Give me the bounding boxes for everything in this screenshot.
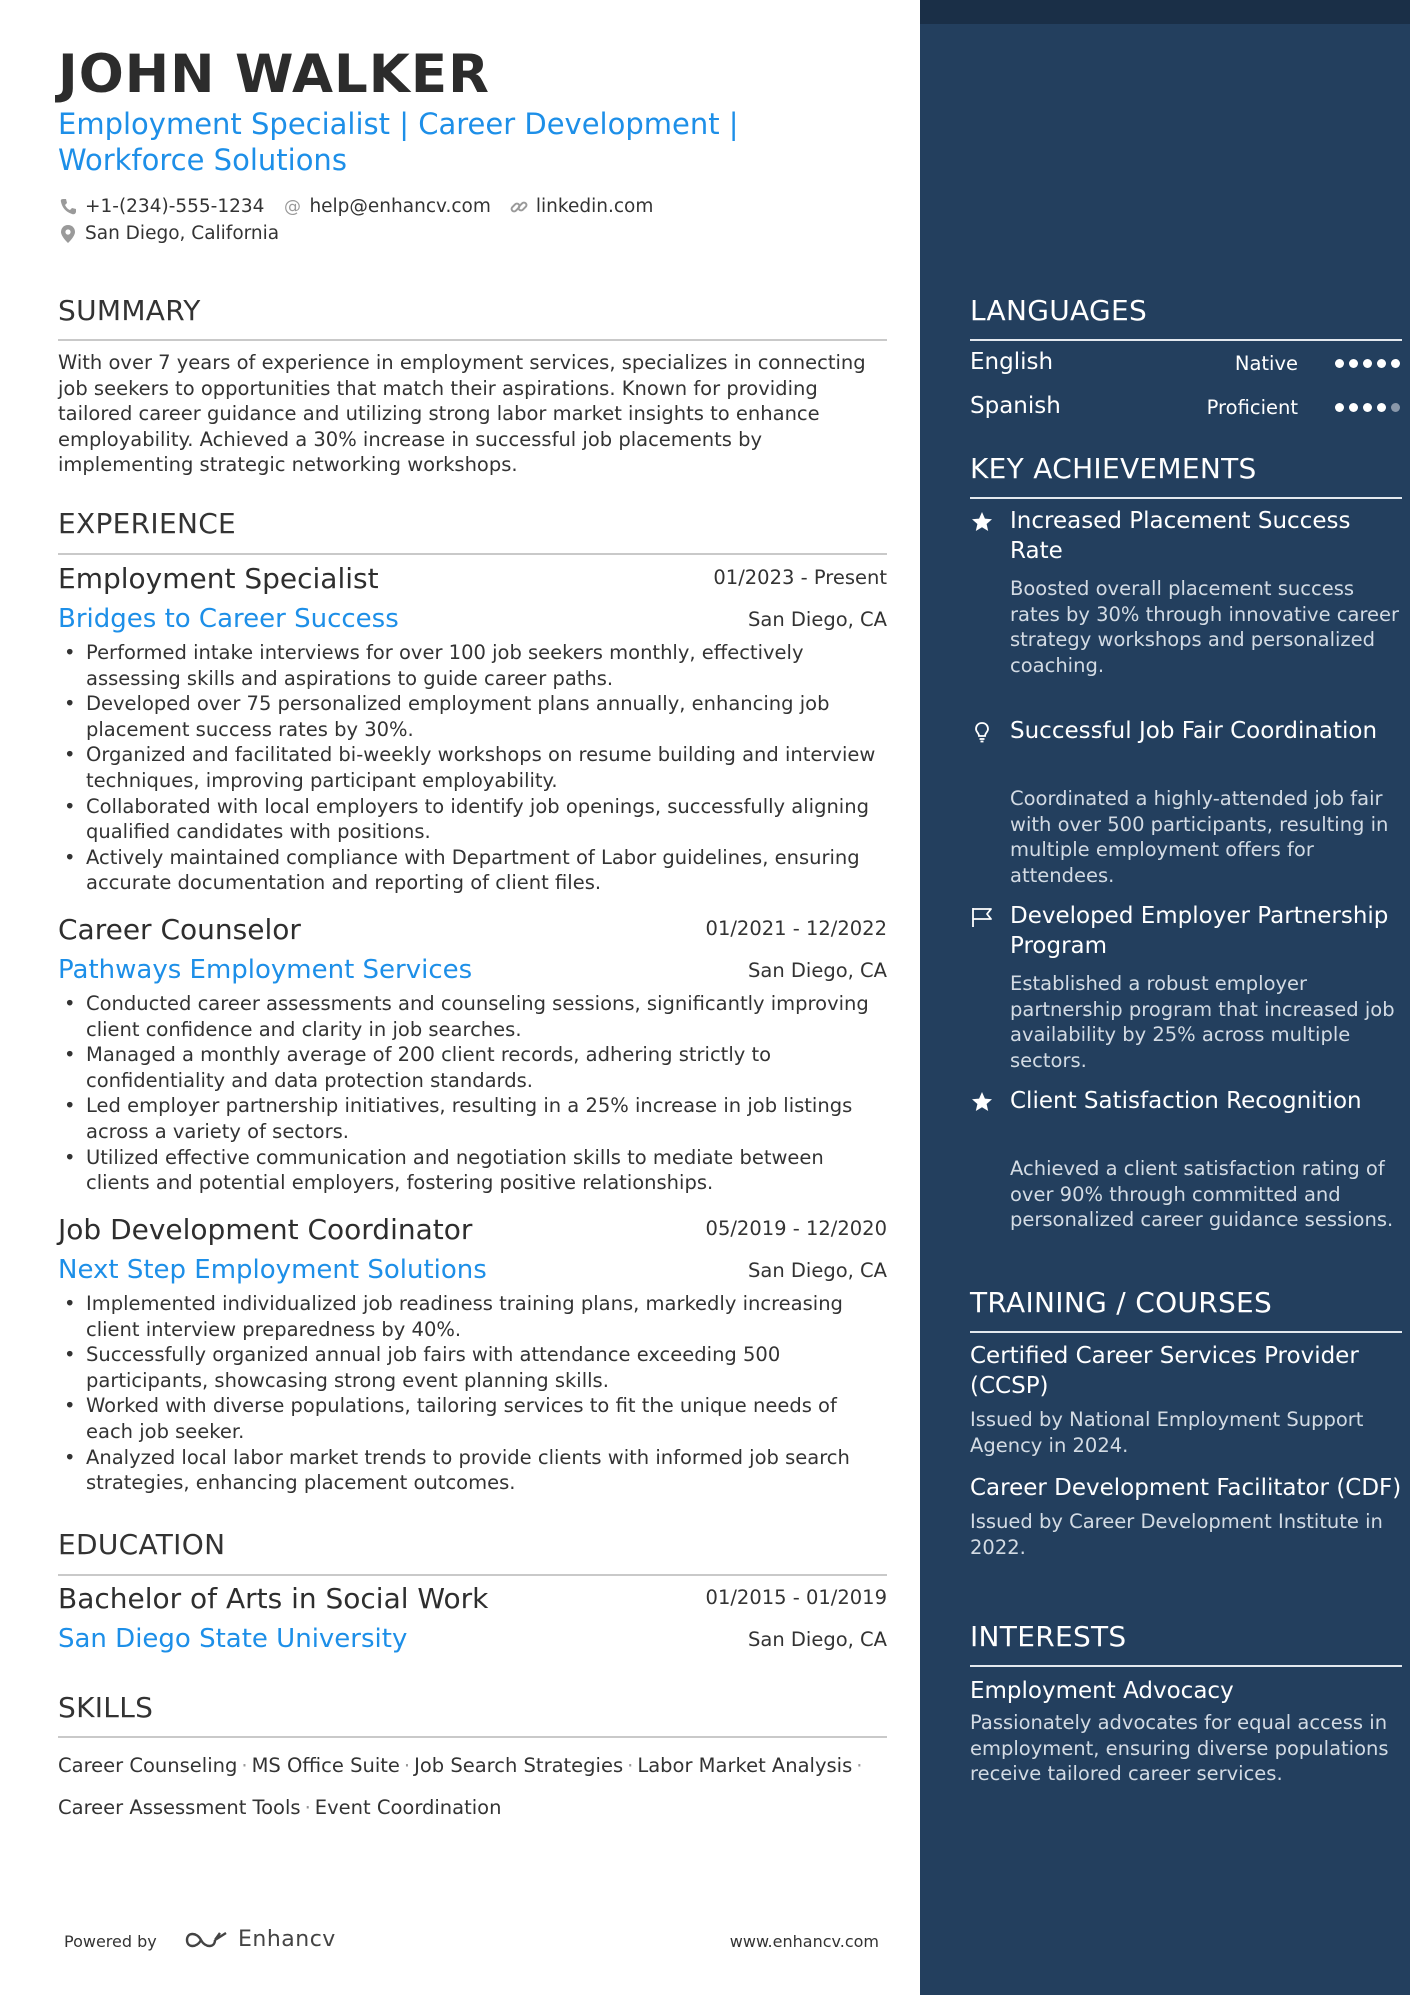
dot-filled [1335, 403, 1344, 412]
list-item: • Performed intake interviews for over 100 job seekers monthly, effectively assessing skills and aspirations to guide career paths. [58, 640, 887, 691]
achievement-item [970, 506, 1402, 706]
course-item [970, 1473, 1402, 1560]
star-icon [970, 1090, 994, 1114]
sidebar-top-bar [920, 0, 1410, 24]
contact-info [58, 193, 671, 247]
achievement-item [970, 1086, 1402, 1266]
interests-heading: INTERESTS [970, 1620, 1127, 1653]
list-item: • Successfully organized annual job fairs with attendance exceeding 500 participants, showcasing strong event planning skills. [58, 1342, 887, 1393]
linkedin[interactable] [509, 196, 653, 217]
enhancv-logo-icon [184, 1929, 230, 1951]
job-dates: 05/2019 - 12/2020 [705, 1217, 887, 1240]
skill-separator: · [627, 1754, 634, 1777]
achievements-divider [970, 497, 1402, 499]
skill-separator: · [241, 1754, 248, 1777]
languages-divider [970, 339, 1402, 341]
job-location: San Diego, CA [748, 1259, 887, 1282]
course-description: Issued by National Employment Support Agency in 2024. [970, 1408, 1364, 1457]
language-item [970, 393, 1402, 425]
list-item: • Developed over 75 personalized employment plans annually, enhancing job placement success rates by 30%. [58, 691, 887, 742]
skill-item: Job Search Strategies [414, 1754, 624, 1777]
phone-text: +1-(234)-555-1234 [85, 196, 265, 217]
dot-filled [1335, 359, 1344, 368]
experience-entry [58, 562, 887, 902]
skills-heading: SKILLS [58, 1691, 154, 1724]
enhancv-logo[interactable] [184, 1927, 336, 1952]
experience-divider [58, 553, 887, 555]
at-icon: @ [283, 196, 301, 217]
company-name: Next Step Employment Solutions [58, 1255, 487, 1285]
course-description: Issued by Career Development Institute in 2022. [970, 1510, 1383, 1559]
degree: Bachelor of Arts in Social Work [58, 1582, 489, 1615]
company-name: Pathways Employment Services [58, 955, 473, 985]
skills-divider [58, 1736, 887, 1738]
dot-filled [1363, 359, 1372, 368]
list-item: • Utilized effective communication and negotiation skills to mediate between clients and potential employers, fostering positive relationships. [58, 1145, 887, 1196]
list-item: • Organized and facilitated bi-weekly workshops on resume building and interview techniques, improving participant employability. [58, 742, 887, 793]
dot-filled [1349, 403, 1358, 412]
experience-entry [58, 1213, 887, 1503]
course-title: Certified Career Services Provider (CCSP) [970, 1343, 1359, 1399]
interest-title: Employment Advocacy [970, 1678, 1234, 1704]
interest-item [970, 1676, 1402, 1787]
dot-empty [1391, 403, 1400, 412]
location [58, 223, 279, 244]
achievement-title: Successful Job Fair Coordination [1010, 718, 1378, 744]
dot-filled [1377, 403, 1386, 412]
list-item: • Implemented individualized job readiness training plans, markedly increasing client interview preparedness by 40%. [58, 1291, 887, 1342]
skill-item: Labor Market Analysis [637, 1754, 853, 1777]
achievement-title: Increased Placement Success Rate [1010, 508, 1351, 564]
skills-list [58, 1745, 898, 1829]
brand-name: Enhancv [238, 1927, 336, 1952]
footer-url[interactable]: www.enhancv.com [729, 1932, 879, 1951]
email-text: help@enhancv.com [309, 196, 491, 217]
candidate-name: JOHN WALKER [58, 44, 490, 105]
list-item: • Managed a monthly average of 200 client records, adhering strictly to confidentiality and data protection standards. [58, 1042, 887, 1093]
summary-divider [58, 339, 887, 341]
location-pin-icon [58, 224, 78, 244]
job-bullets [58, 1291, 887, 1496]
job-location: San Diego, CA [748, 959, 887, 982]
skill-separator: · [856, 1754, 863, 1777]
achievement-title: Developed Employer Partnership Program [1010, 903, 1389, 959]
training-divider [970, 1331, 1402, 1333]
list-item: • Led employer partnership initiatives, resulting in a 25% increase in job listings across a variety of sectors. [58, 1093, 887, 1144]
phone-icon [58, 197, 78, 217]
course-item [970, 1341, 1402, 1458]
location-text: San Diego, California [85, 223, 280, 244]
star-icon [970, 510, 994, 534]
dot-filled [1391, 359, 1400, 368]
phone[interactable] [58, 196, 264, 217]
footer [64, 1927, 879, 1957]
summary-text: With over 7 years of experience in employment services, specializes in connecting job seekers to opportunities that match their aspirations. Known for providing tailored career guidance and utilizing strong labor market insights to enhance employability. Achieved a 30% increase in successful job placements by implementing strategic networking workshops. [58, 351, 866, 477]
job-bullets [58, 640, 887, 896]
skill-item: Career Assessment Tools [58, 1796, 301, 1819]
dot-filled [1377, 359, 1386, 368]
list-item: • Collaborated with local employers to identify job openings, successfully aligning qualified candidates with positions. [58, 794, 887, 845]
achievements-heading: KEY ACHIEVEMENTS [970, 452, 1257, 485]
language-level: Native [1234, 352, 1298, 375]
job-title: Employment Specialist [58, 562, 379, 595]
experience-entry [58, 913, 887, 1203]
job-title: Career Counselor [58, 913, 301, 946]
education-location: San Diego, CA [748, 1628, 887, 1651]
education-dates: 01/2015 - 01/2019 [705, 1586, 887, 1609]
headline: Employment Specialist | Career Development | Workforce Solutions [58, 107, 739, 177]
job-dates: 01/2021 - 12/2022 [705, 917, 887, 940]
skill-separator: · [304, 1796, 311, 1819]
link-icon [509, 197, 529, 217]
school-name: San Diego State University [58, 1624, 408, 1654]
list-item: • Conducted career assessments and counseling sessions, significantly improving client confidence and clarity in job searches. [58, 991, 887, 1042]
lightbulb-icon [970, 720, 994, 744]
language-item [970, 349, 1402, 381]
education-entry [58, 1582, 887, 1662]
list-item: • Worked with diverse populations, tailoring services to fit the unique needs of each job seeker. [58, 1393, 887, 1444]
achievement-description: Achieved a client satisfaction rating of over 90% through committed and personalized career guidance sessions. [1010, 1157, 1394, 1232]
proficiency-dots [1330, 403, 1400, 412]
languages-heading: LANGUAGES [970, 294, 1148, 327]
flag-icon [970, 905, 994, 929]
language-level: Proficient [1206, 396, 1298, 419]
achievement-description: Coordinated a highly-attended job fair with over 500 participants, resulting in multiple employment offers for attendees. [1010, 787, 1389, 887]
achievement-title: Client Satisfaction Recognition [1010, 1088, 1362, 1114]
achievement-description: Established a robust employer partnership program that increased job availability by 25% across multiple sectors. [1010, 972, 1395, 1072]
skill-item: MS Office Suite [251, 1754, 400, 1777]
dot-filled [1349, 359, 1358, 368]
skill-separator: · [403, 1754, 411, 1777]
proficiency-dots [1330, 359, 1400, 368]
education-heading: EDUCATION [58, 1528, 226, 1561]
skill-item: Event Coordination [314, 1796, 502, 1819]
training-heading: TRAINING / COURSES [970, 1286, 1273, 1319]
course-title: Career Development Facilitator (CDF) [970, 1475, 1402, 1501]
job-bullets [58, 991, 887, 1196]
company-name: Bridges to Career Success [58, 604, 399, 634]
job-dates: 01/2023 - Present [713, 566, 887, 589]
list-item: • Actively maintained compliance with Department of Labor guidelines, ensuring accurate documentation and reporting of client files. [58, 845, 887, 896]
interest-description: Passionately advocates for equal access in employment, ensuring diverse populations receive tailored career services. [970, 1711, 1389, 1786]
powered-by-label: Powered by [64, 1932, 157, 1951]
achievement-item [970, 901, 1402, 1081]
job-title: Job Development Coordinator [58, 1213, 473, 1246]
achievement-description: Boosted overall placement success rates by 30% through innovative career strategy workshops and personalized coaching. [1010, 577, 1400, 677]
skill-item: Career Counseling [58, 1754, 238, 1777]
education-divider [58, 1574, 887, 1576]
experience-heading: EXPERIENCE [58, 507, 237, 540]
sidebar [920, 0, 1410, 1995]
interests-divider [970, 1665, 1402, 1667]
job-location: San Diego, CA [748, 608, 887, 631]
dot-filled [1363, 403, 1372, 412]
language-name: Spanish [970, 393, 1061, 419]
list-item: • Analyzed local labor market trends to provide clients with informed job search strategies, enhancing placement outcomes. [58, 1445, 887, 1496]
summary-heading: SUMMARY [58, 294, 201, 327]
linkedin-text: linkedin.com [535, 196, 654, 217]
language-name: English [970, 349, 1054, 375]
email[interactable] [282, 196, 490, 217]
achievement-item [970, 716, 1402, 896]
